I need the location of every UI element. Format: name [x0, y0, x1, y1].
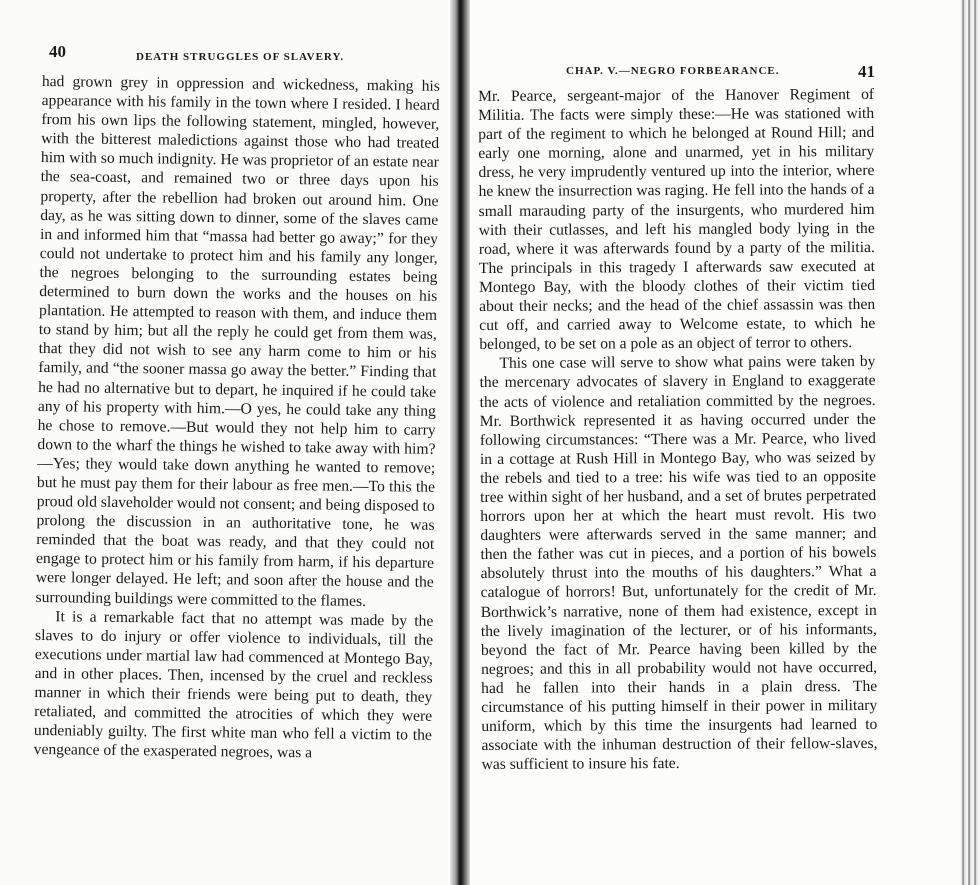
right-page [470, 0, 960, 885]
right-running-head: CHAP. V.—NEGRO FORBEARANCE. [566, 65, 780, 77]
left-paragraph-2: It is a remarkable fact that no attempt was made by the slaves to do injury or offer violence to individuals, till the executions under martial law had commenced at Montego Bay, and in other places. Then, incensed by the cruel and reckless manner in which their friends were being put to death, they retaliated, and committed the atrocities of which they were undeniably guilty. The first white man who fell a victim to the vengeance of the exasperated negroes, was a [33, 607, 434, 762]
left-running-head: DEATH STRUGGLES OF SLAVERY. [136, 51, 345, 63]
page-edges [960, 0, 980, 885]
right-paragraph-1: Mr. Pearce, sergeant-major of the Hanover Regiment of Militia. The facts were simply these:—He was stationed with part of the regiment to which he belonged at Round Hill; and early one morning, alone and unarmed, yet in his military dress, he very imprudently ventured up into the interior, where he knew the insurrection was raging. He fell into the hands of a small marauding party of the insurgents, who murdered him with their cutlasses, and left his mangled body lying in the road, where it was afterwards found by a party of the militia. The principals in this tragedy I afterwards saw executed at Montego Bay, with the bloody clothes of their victim tied about their necks; and the head of the chief assassin was then cut off, and carried away to Welcome estate, to which he belonged, to be set on a pole as an object of terror to others. [478, 85, 876, 354]
book-gutter [450, 0, 470, 885]
right-page-body [478, 85, 878, 774]
right-page-number: 41 [858, 62, 875, 81]
left-paragraph-1: had grown grey in oppression and wickedness, making his appearance with his family in the town where I resided. I heard from his own lips the following statement, mingled, however, with the bitterest maledictions against those who had treated him with so much indignity. He was proprietor of an estate near the sea-coast, and remained two or three days upon his property, after the rebellion had broken out around him. One day, as he was sitting down to dinner, some of the slaves came in and informed him that “massa had better go away;” for they could not undertake to protect him and his family any longer, the negroes belonging to the surrounding estates being determined to burn down the works and the houses on his plantation. He attempted to reason with them, and induce them to stand by him; but all the reply he could get from them was, that they did not wish to see any harm come to him or his family, and “the sooner massa go away the better.” Finding that he had no alternative but to depart, he inquired if he could take any of his property with him.—O yes, he could take any thing he chose to remove.—But would they not help him to carry down to the wharf the things he wished to take away with him?—Yes; they would take down anything he wanted to remove; but he must pay them for their labour as free men.—To this the proud old slaveholder would not consent; and being disposed to prolong the discussion in an authoritative tone, he was reminded that the boat was ready, and that they could not engage to protect him or his family from harm, if his departure were longer delayed. He left; and soon after the house and the surrounding buildings were committed to the flames. [35, 72, 440, 610]
left-page-body [34, 72, 440, 764]
right-paragraph-2: This one case will serve to show what pains were taken by the mercenary advocates of slavery in England to exaggerate the acts of violence and retaliation committed by the negroes. Mr. Borthwick represented it as having occurred under the following circumstances: “There was a Mr. Pearce, who lived in a cottage at Rush Hill in Montego Bay, who was seized by the rebels and tied to a tree: his wife was tied to an opposite tree within sight of her husband, and a set of brutes perpetrated horrors upon her at which the heart must revolt. His two daughters were afterwards served in the same manner; and then the father was cut in pieces, and a portion of his bowels absolutely thrust into the mouths of his daughters.” What a catalogue of horrors! But, unfortunately for the credit of Mr. Borthwick’s narrative, none of them had existence, except in the lively imagination of the lecturer, or of his informants, beyond the fact of Mr. Pearce having been killed by the negroes; and this in all probability would not have occurred, had he fallen into their hands in a plain dress. The circumstance of his putting himself in their power in military uniform, which by this time the insurgents had learned to associate with the inhuman destruction of their fellow-slaves, was sufficient to insure his fate. [479, 353, 878, 774]
left-page [0, 0, 450, 885]
left-page-number: 40 [49, 42, 66, 61]
